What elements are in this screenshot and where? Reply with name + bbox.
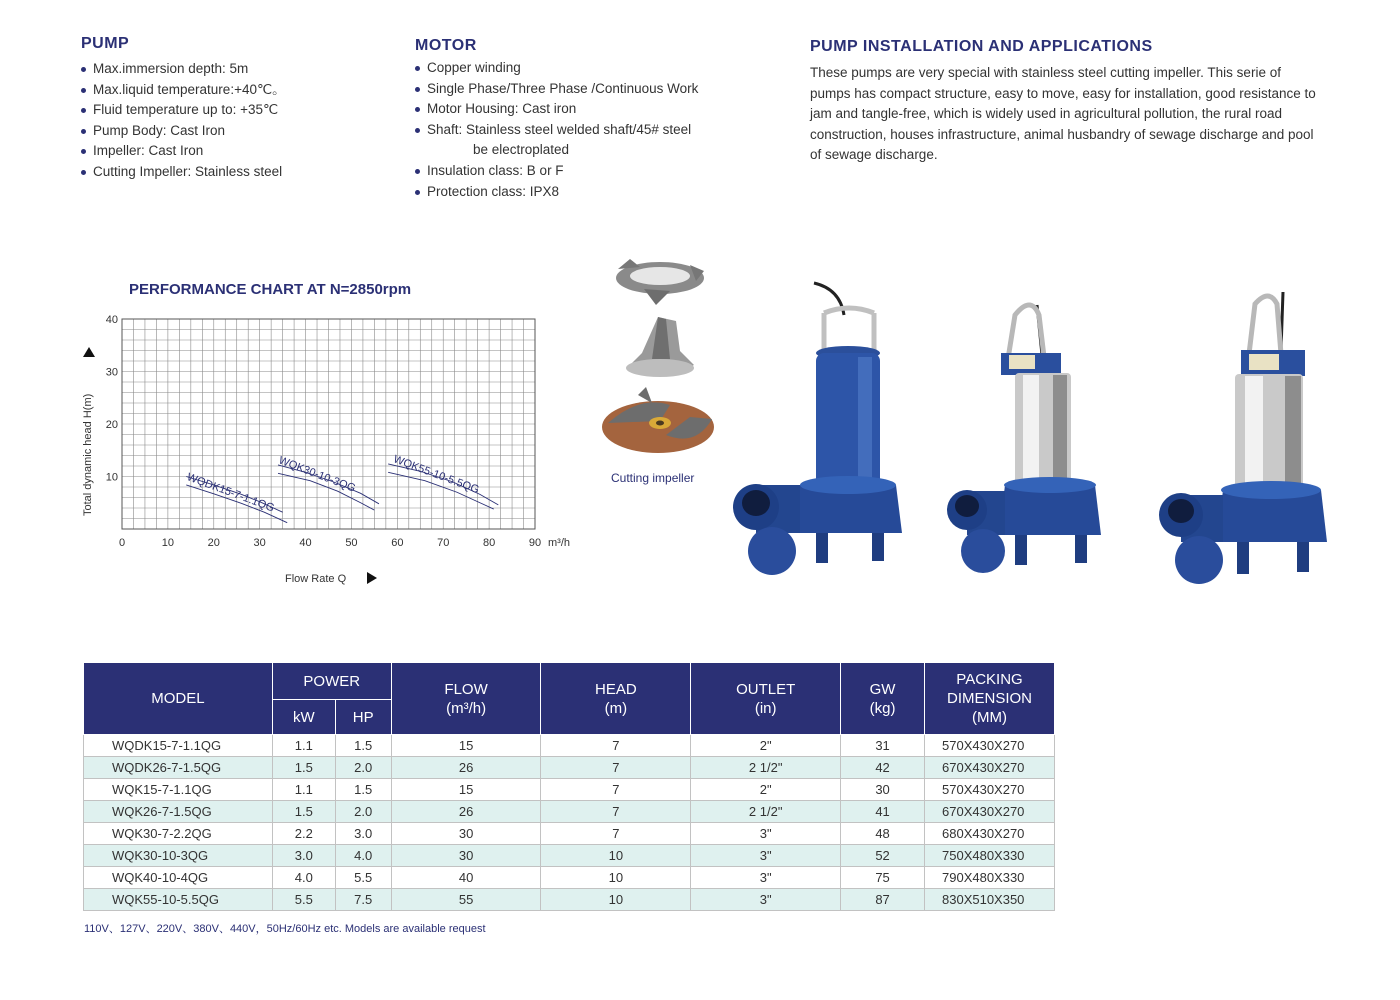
cell-model: WQK40-10-4QG bbox=[84, 867, 273, 889]
motor-spec-item: Insulation class: B or F bbox=[415, 161, 698, 182]
cell-packing: 670X430X270 bbox=[925, 757, 1055, 779]
cell-outlet: 3" bbox=[691, 889, 841, 911]
cell-outlet: 2" bbox=[691, 735, 841, 757]
y-tick-label: 20 bbox=[105, 419, 118, 431]
chart-title: PERFORMANCE CHART AT N=2850rpm bbox=[129, 281, 412, 298]
table-row bbox=[84, 801, 1055, 823]
y-tick-label: 30 bbox=[105, 366, 118, 379]
table-row bbox=[84, 889, 1055, 911]
table-row bbox=[84, 845, 1055, 867]
pump-spec-item: Cutting Impeller: Stainless steel bbox=[81, 162, 286, 183]
cell-kw: 1.1 bbox=[272, 735, 335, 757]
cell-model: WQDK26-7-1.5QG bbox=[84, 757, 273, 779]
pump-photo-stainless-large bbox=[1155, 290, 1330, 590]
cell-kw: 2.2 bbox=[272, 823, 335, 845]
cell-flow: 26 bbox=[391, 801, 541, 823]
specification-table bbox=[83, 662, 1055, 911]
x-tick-label: 30 bbox=[253, 537, 266, 549]
header-model: MODEL bbox=[84, 663, 273, 735]
cell-flow: 30 bbox=[391, 823, 541, 845]
table-row bbox=[84, 757, 1055, 779]
x-tick-label: 10 bbox=[161, 537, 175, 549]
cell-hp: 7.5 bbox=[335, 889, 391, 911]
cell-outlet: 3" bbox=[691, 867, 841, 889]
y-axis-arrow-icon bbox=[83, 347, 95, 357]
cell-hp: 2.0 bbox=[335, 801, 391, 823]
cell-flow: 26 bbox=[391, 757, 541, 779]
cell-gw: 31 bbox=[841, 735, 925, 757]
chart-grid bbox=[122, 319, 535, 529]
pump-spec-list bbox=[81, 59, 286, 183]
cell-outlet: 3" bbox=[691, 845, 841, 867]
cell-kw: 1.5 bbox=[272, 801, 335, 823]
cell-flow: 15 bbox=[391, 779, 541, 801]
cell-kw: 1.5 bbox=[272, 757, 335, 779]
cell-gw: 87 bbox=[841, 889, 925, 911]
cell-flow: 40 bbox=[391, 867, 541, 889]
cell-kw: 5.5 bbox=[272, 889, 335, 911]
x-unit-label: m³/h bbox=[548, 537, 570, 549]
cell-gw: 52 bbox=[841, 845, 925, 867]
voltage-footnote: 110V、127V、220V、380V、440V，50Hz/60Hz etc. Models are available request bbox=[84, 923, 486, 935]
impeller-ring-part bbox=[616, 259, 704, 305]
installation-text: These pumps are very special with stainless steel cutting impeller. This serie of pumps has compact structure, easy to move, easy for installation, good resistance to jam and tangle-free, which is widely used in agricultural pollution, the rural road construction, houses infrastructure, animal husbandry of sewage discharge and pool of sewage discharge. bbox=[810, 65, 1316, 163]
cell-flow: 55 bbox=[391, 889, 541, 911]
x-tick-label: 80 bbox=[482, 537, 496, 549]
cell-head: 7 bbox=[541, 779, 691, 801]
table-row bbox=[84, 779, 1055, 801]
impeller-cone-part bbox=[626, 317, 694, 377]
cell-outlet: 2" bbox=[691, 779, 841, 801]
series-label: WQK55-10-5.5QG bbox=[391, 453, 481, 497]
series-label: WQK30-10-3QG bbox=[276, 454, 358, 495]
chart-annotations bbox=[185, 453, 480, 514]
motor-spec-list bbox=[415, 58, 698, 202]
cell-head: 7 bbox=[541, 823, 691, 845]
cell-gw: 48 bbox=[841, 823, 925, 845]
cell-hp: 4.0 bbox=[335, 845, 391, 867]
pump-spec-item: Impeller: Cast Iron bbox=[81, 141, 286, 162]
header-power: POWER bbox=[272, 663, 391, 700]
cell-packing: 570X430X270 bbox=[925, 779, 1055, 801]
cell-flow: 30 bbox=[391, 845, 541, 867]
pump-title: PUMP bbox=[81, 35, 130, 52]
impeller-disk-part bbox=[602, 387, 714, 453]
cell-head: 7 bbox=[541, 757, 691, 779]
table-row bbox=[84, 823, 1055, 845]
cutting-impeller-parts-image bbox=[600, 255, 720, 470]
motor-title: MOTOR bbox=[415, 37, 477, 54]
cell-model: WQDK15-7-1.1QG bbox=[84, 735, 273, 757]
header-packing: PACKING DIMENSION (MM) bbox=[925, 663, 1055, 735]
pump-spec-item: Pump Body: Cast Iron bbox=[81, 121, 286, 142]
header-outlet: OUTLET (in) bbox=[691, 663, 841, 735]
cell-hp: 3.0 bbox=[335, 823, 391, 845]
header-flow: FLOW (m³/h) bbox=[391, 663, 541, 735]
cell-packing: 790X480X330 bbox=[925, 867, 1055, 889]
cell-gw: 75 bbox=[841, 867, 925, 889]
cell-flow: 15 bbox=[391, 735, 541, 757]
header-head: HEAD (m) bbox=[541, 663, 691, 735]
pump-spec-item: Max.liquid temperature:+40℃。 bbox=[81, 80, 286, 101]
pump-spec-item: Fluid temperature up to: +35℃ bbox=[81, 100, 286, 121]
x-tick-label: 40 bbox=[299, 537, 312, 549]
y-axis-label: Total dynamic head H(m) bbox=[82, 393, 94, 516]
x-tick-label: 20 bbox=[207, 537, 220, 549]
cell-gw: 42 bbox=[841, 757, 925, 779]
x-tick-label: 90 bbox=[528, 537, 542, 549]
cell-head: 10 bbox=[541, 845, 691, 867]
cell-kw: 1.1 bbox=[272, 779, 335, 801]
cell-gw: 30 bbox=[841, 779, 925, 801]
motor-spec-item: Single Phase/Three Phase /Continuous Work bbox=[415, 79, 698, 100]
cell-packing: 670X430X270 bbox=[925, 801, 1055, 823]
pump-spec-item: Max.immersion depth: 5m bbox=[81, 59, 286, 80]
cell-packing: 680X430X270 bbox=[925, 823, 1055, 845]
x-tick-label: 0 bbox=[118, 537, 126, 549]
cell-model: WQK26-7-1.5QG bbox=[84, 801, 273, 823]
cell-kw: 4.0 bbox=[272, 867, 335, 889]
motor-spec-item-continued: be electroplated bbox=[473, 142, 570, 158]
cell-hp: 1.5 bbox=[335, 779, 391, 801]
cell-model: WQK55-10-5.5QG bbox=[84, 889, 273, 911]
x-axis-label: Flow Rate Q bbox=[285, 573, 347, 585]
cell-gw: 41 bbox=[841, 801, 925, 823]
motor-spec-item: Protection class: IPX8 bbox=[415, 182, 698, 203]
motor-spec-item: Motor Housing: Cast iron bbox=[415, 99, 698, 120]
chart-ticks bbox=[106, 314, 541, 549]
pump-photo-stainless bbox=[945, 295, 1110, 585]
cell-outlet: 2 1/2" bbox=[691, 801, 841, 823]
header-kw: kW bbox=[272, 700, 335, 735]
pump-photo-blue-body bbox=[728, 275, 908, 585]
cell-kw: 3.0 bbox=[272, 845, 335, 867]
table-row bbox=[84, 867, 1055, 889]
impeller-caption: Cutting impeller bbox=[611, 471, 695, 485]
cell-hp: 2.0 bbox=[335, 757, 391, 779]
cell-head: 7 bbox=[541, 801, 691, 823]
cell-packing: 570X430X270 bbox=[925, 735, 1055, 757]
cell-model: WQK30-10-3QG bbox=[84, 845, 273, 867]
cell-hp: 1.5 bbox=[335, 735, 391, 757]
cell-outlet: 3" bbox=[691, 823, 841, 845]
table-row bbox=[84, 735, 1055, 757]
x-tick-label: 60 bbox=[391, 537, 404, 549]
installation-title: PUMP INSTALLATION AND APPLICATIONS bbox=[810, 38, 1153, 55]
series-label: WQDK15-7-1.1QG bbox=[185, 471, 276, 515]
cell-hp: 5.5 bbox=[335, 867, 391, 889]
x-tick-label: 50 bbox=[345, 537, 358, 549]
motor-spec-item: Shaft: Stainless steel welded shaft/45# steel bbox=[415, 120, 698, 141]
cell-packing: 830X510X350 bbox=[925, 889, 1055, 911]
y-tick-label: 40 bbox=[105, 314, 118, 326]
cell-packing: 750X480X330 bbox=[925, 845, 1055, 867]
header-hp: HP bbox=[335, 700, 391, 735]
motor-spec-item: Copper winding bbox=[415, 58, 698, 79]
cell-head: 10 bbox=[541, 867, 691, 889]
performance-chart bbox=[0, 270, 600, 600]
y-tick-label: 10 bbox=[105, 471, 118, 484]
cell-head: 7 bbox=[541, 735, 691, 757]
x-tick-label: 70 bbox=[437, 537, 450, 549]
cell-model: WQK30-7-2.2QG bbox=[84, 823, 273, 845]
x-axis-arrow-icon bbox=[367, 572, 377, 584]
cell-outlet: 2 1/2" bbox=[691, 757, 841, 779]
cell-head: 10 bbox=[541, 889, 691, 911]
cell-model: WQK15-7-1.1QG bbox=[84, 779, 273, 801]
header-gw: GW (kg) bbox=[841, 663, 925, 735]
